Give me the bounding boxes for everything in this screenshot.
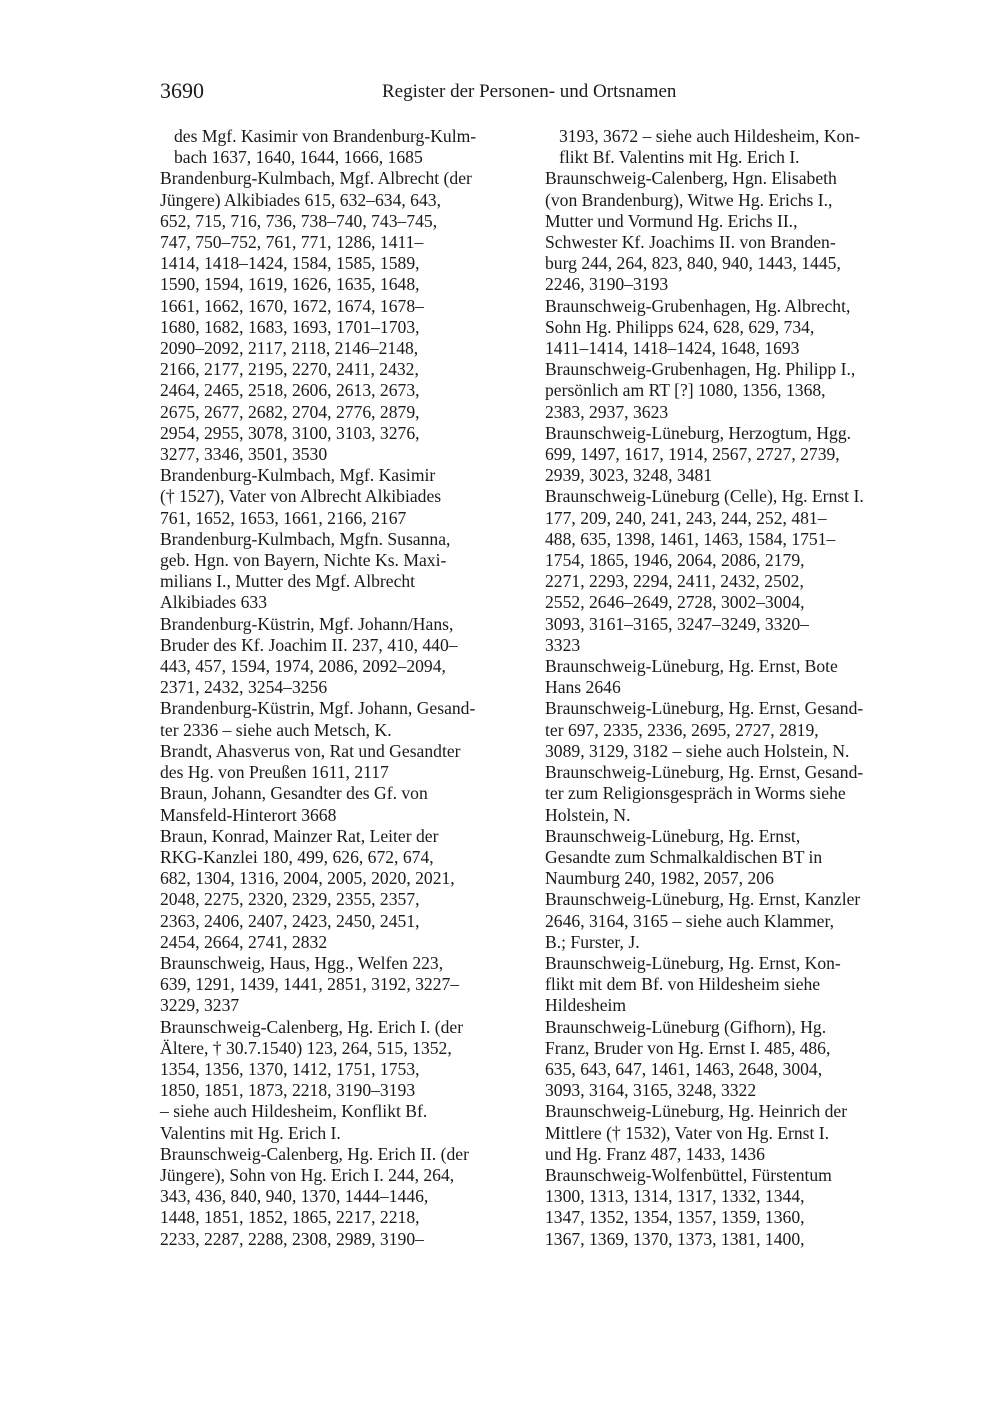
entry-line: Braunschweig-Grubenhagen, Hg. Albrecht,	[545, 295, 851, 316]
entry-line: 2675, 2677, 2682, 2704, 2776, 2879,	[160, 401, 420, 422]
index-column-left	[160, 126, 530, 1250]
index-entry	[160, 168, 530, 465]
entry-line: 1448, 1851, 1852, 1865, 2217, 2218,	[160, 1207, 420, 1228]
index-entry	[545, 168, 915, 295]
entry-line: 1590, 1594, 1619, 1626, 1635, 1648,	[160, 274, 420, 295]
entry-line: Brandenburg-Kulmbach, Mgf. Albrecht (der	[160, 168, 472, 189]
entry-line: Braunschweig-Calenberg, Hgn. Elisabeth	[545, 168, 837, 189]
entry-line: 1680, 1682, 1683, 1693, 1701–1703,	[160, 316, 420, 337]
entry-line: 3193, 3672 – siehe auch Hildesheim, Kon-	[559, 126, 860, 146]
entry-line: 747, 750–752, 761, 771, 1286, 1411–	[160, 232, 424, 253]
entry-line: Gesandte zum Schmalkaldischen BT in	[545, 846, 823, 867]
entry-line: Braunschweig-Lüneburg, Herzogtum, Hgg.	[545, 422, 852, 443]
index-entry	[160, 1017, 530, 1144]
entry-line: 2363, 2406, 2407, 2423, 2450, 2451,	[160, 910, 420, 931]
index-entry	[160, 126, 530, 168]
entry-line: und Hg. Franz 487, 1433, 1436	[545, 1143, 765, 1164]
entry-line: 3277, 3346, 3501, 3530	[160, 444, 328, 465]
entry-line: († 1527), Vater von Albrecht Alkibiades	[160, 486, 442, 507]
entry-line: 1367, 1369, 1370, 1373, 1381, 1400,	[545, 1228, 805, 1249]
index-entry	[545, 423, 915, 487]
entry-line: Brandenburg-Küstrin, Mgf. Johann/Hans,	[160, 613, 454, 634]
index-entry	[545, 953, 915, 1017]
entry-line: 3093, 3161–3165, 3247–3249, 3320–	[545, 613, 809, 634]
entry-line: persönlich am RT [?] 1080, 1356, 1368,	[545, 380, 826, 401]
entry-line: Braunschweig-Lüneburg, Hg. Ernst, Kanzler	[545, 889, 861, 910]
entry-line: des Hg. von Preußen 1611, 2117	[160, 762, 389, 783]
index-entry	[160, 698, 530, 740]
entry-line: Hildesheim	[545, 995, 627, 1016]
entry-line: Valentins mit Hg. Erich I.	[160, 1122, 341, 1143]
entry-line: 1354, 1356, 1370, 1412, 1751, 1753,	[160, 1058, 420, 1079]
entry-line: 1411–1414, 1418–1424, 1648, 1693	[545, 338, 800, 359]
entry-line: burg 244, 264, 823, 840, 940, 1443, 1445,	[545, 253, 841, 274]
entry-line: 2371, 2432, 3254–3256	[160, 677, 328, 698]
entry-line: Braun, Johann, Gesandter des Gf. von	[160, 783, 428, 804]
entry-line: 2048, 2275, 2320, 2329, 2355, 2357,	[160, 889, 420, 910]
entry-line: 177, 209, 240, 241, 243, 244, 252, 481–	[545, 507, 827, 528]
entry-line: Braunschweig-Calenberg, Hg. Erich II. (der	[160, 1143, 469, 1164]
index-entry	[545, 359, 915, 423]
index-entry	[545, 126, 915, 168]
entry-line: ter zum Religionsgespräch in Worms siehe	[545, 783, 846, 804]
entry-line: Braun, Konrad, Mainzer Rat, Leiter der	[160, 825, 439, 846]
entry-line: 2939, 3023, 3248, 3481	[545, 465, 713, 486]
entry-line: Sohn Hg. Philipps 624, 628, 629, 734,	[545, 316, 815, 337]
entry-line: Braunschweig-Grubenhagen, Hg. Philipp I.,	[545, 359, 856, 380]
entry-line: 2090–2092, 2117, 2118, 2146–2148,	[160, 338, 419, 359]
entry-line: Bruder des Kf. Joachim II. 237, 410, 440–	[160, 634, 458, 655]
entry-line: 2954, 2955, 3078, 3100, 3103, 3276,	[160, 422, 420, 443]
index-entry	[545, 1017, 915, 1102]
index-entry	[545, 826, 915, 890]
entry-line: Braunschweig-Lüneburg (Gifhorn), Hg.	[545, 1016, 827, 1037]
entry-line: Braunschweig-Lüneburg, Hg. Ernst,	[545, 825, 801, 846]
entry-line: Braunschweig-Lüneburg, Hg. Ernst, Gesand-	[545, 762, 864, 783]
index-entry	[545, 762, 915, 826]
entry-line: Naumburg 240, 1982, 2057, 206	[545, 868, 774, 889]
entry-line: ter 697, 2335, 2336, 2695, 2727, 2819,	[545, 719, 819, 740]
entry-line: Braunschweig-Calenberg, Hg. Erich I. (der	[160, 1016, 464, 1037]
entry-line: 1300, 1313, 1314, 1317, 1332, 1344,	[545, 1186, 805, 1207]
index-entry	[545, 1165, 915, 1250]
entry-line: B.; Furster, J.	[545, 931, 640, 952]
entry-line: Braunschweig-Wolfenbüttel, Fürstentum	[545, 1164, 832, 1185]
entry-line: 635, 643, 647, 1461, 1463, 2648, 3004,	[545, 1058, 823, 1079]
entry-line: 682, 1304, 1316, 2004, 2005, 2020, 2021,	[160, 868, 455, 889]
index-entry	[545, 1101, 915, 1165]
index-entry	[545, 656, 915, 698]
entry-line: 1754, 1865, 1946, 2064, 2086, 2179,	[545, 550, 805, 571]
entry-line: Braunschweig-Lüneburg, Hg. Heinrich der	[545, 1101, 848, 1122]
entry-line: 2464, 2465, 2518, 2606, 2613, 2673,	[160, 380, 420, 401]
running-title: Register der Personen- und Ortsnamen	[382, 81, 677, 102]
entry-line: Brandenburg-Kulmbach, Mgf. Kasimir	[160, 465, 436, 486]
entry-line: 2552, 2646–2649, 2728, 3002–3004,	[545, 592, 805, 613]
index-entry	[545, 296, 915, 360]
entry-line: Jüngere), Sohn von Hg. Erich I. 244, 264,	[160, 1164, 455, 1185]
entry-line: flikt Bf. Valentins mit Hg. Erich I.	[559, 147, 800, 168]
index-entry	[545, 486, 915, 656]
entry-line: (von Brandenburg), Witwe Hg. Erichs I.,	[545, 189, 833, 210]
entry-line: 343, 436, 840, 940, 1370, 1444–1446,	[160, 1186, 429, 1207]
entry-line: Brandenburg-Kulmbach, Mgfn. Susanna,	[160, 528, 451, 549]
entry-line: – siehe auch Hildesheim, Konflikt Bf.	[160, 1101, 428, 1122]
index-entry	[160, 783, 530, 825]
entry-line: Hans 2646	[545, 677, 621, 698]
entry-line: Schwester Kf. Joachims II. von Branden-	[545, 232, 836, 253]
entry-line: Jüngere) Alkibiades 615, 632–634, 643,	[160, 189, 441, 210]
entry-line: Franz, Bruder von Hg. Ernst I. 485, 486,	[545, 1037, 831, 1058]
entry-line: Braunschweig-Lüneburg, Hg. Ernst, Kon-	[545, 952, 841, 973]
page-header	[160, 78, 908, 110]
entry-line: 1414, 1418–1424, 1584, 1585, 1589,	[160, 253, 420, 274]
entry-line: 639, 1291, 1439, 1441, 2851, 3192, 3227–	[160, 974, 460, 995]
entry-line: RKG-Kanzlei 180, 499, 626, 672, 674,	[160, 846, 434, 867]
entry-line: Mansfeld-Hinterort 3668	[160, 804, 337, 825]
entry-line: 1661, 1662, 1670, 1672, 1674, 1678–	[160, 295, 424, 316]
entry-line: Mutter und Vormund Hg. Erichs II.,	[545, 210, 798, 231]
entry-line: Brandenburg-Küstrin, Mgf. Johann, Gesand-	[160, 698, 476, 719]
entry-line: Brandt, Ahasverus von, Rat und Gesandter	[160, 740, 461, 761]
index-entry	[160, 1144, 530, 1250]
entry-line: Braunschweig-Lüneburg (Celle), Hg. Ernst I.	[545, 486, 864, 507]
index-entry	[160, 741, 530, 783]
index-entry	[545, 698, 915, 762]
entry-line: 488, 635, 1398, 1461, 1463, 1584, 1751–	[545, 528, 836, 549]
entry-line: Braunschweig, Haus, Hgg., Welfen 223,	[160, 952, 444, 973]
page-number: 3690	[160, 78, 204, 103]
entry-line: flikt mit dem Bf. von Hildesheim siehe	[545, 974, 821, 995]
index-entry	[160, 953, 530, 1017]
entry-line: 2271, 2293, 2294, 2411, 2432, 2502,	[545, 571, 804, 592]
entry-line: Mittlere († 1532), Vater von Hg. Ernst I.	[545, 1122, 830, 1143]
entry-line: 2646, 3164, 3165 – siehe auch Klammer,	[545, 910, 835, 931]
entry-line: Alkibiades 633	[160, 592, 268, 613]
entry-line: ter 2336 – siehe auch Metsch, K.	[160, 719, 392, 740]
index-entry	[160, 465, 530, 529]
entry-line: 1850, 1851, 1873, 2218, 3190–3193	[160, 1080, 416, 1101]
entry-line: 699, 1497, 1617, 1914, 2567, 2727, 2739,	[545, 444, 840, 465]
index-entry	[160, 614, 530, 699]
entry-line: milians I., Mutter des Mgf. Albrecht	[160, 571, 416, 592]
entry-line: 2454, 2664, 2741, 2832	[160, 931, 328, 952]
entry-line: Braunschweig-Lüneburg, Hg. Ernst, Bote	[545, 656, 838, 677]
index-entry	[545, 889, 915, 953]
entry-line: Holstein, N.	[545, 804, 631, 825]
entry-line: 3089, 3129, 3182 – siehe auch Holstein, N.	[545, 740, 850, 761]
entry-line: 3093, 3164, 3165, 3248, 3322	[545, 1080, 757, 1101]
index-entry	[160, 826, 530, 953]
entry-line: 2383, 2937, 3623	[545, 401, 669, 422]
index-column-right	[545, 126, 915, 1250]
entry-line: 3323	[545, 634, 581, 655]
entry-line: 2246, 3190–3193	[545, 274, 669, 295]
entry-line: Ältere, † 30.7.1540) 123, 264, 515, 1352,	[160, 1037, 452, 1058]
entry-line: geb. Hgn. von Bayern, Nichte Ks. Maxi-	[160, 550, 447, 571]
index-entry	[160, 529, 530, 614]
entry-line: Braunschweig-Lüneburg, Hg. Ernst, Gesand-	[545, 698, 864, 719]
entry-line: 3229, 3237	[160, 995, 240, 1016]
entry-line: 2233, 2287, 2288, 2308, 2989, 3190–	[160, 1228, 424, 1249]
entry-line: 761, 1652, 1653, 1661, 2166, 2167	[160, 507, 407, 528]
entry-line: 652, 715, 716, 736, 738–740, 743–745,	[160, 210, 438, 231]
entry-line: 1347, 1352, 1354, 1357, 1359, 1360,	[545, 1207, 805, 1228]
entry-line: des Mgf. Kasimir von Brandenburg-Kulm-	[174, 126, 477, 146]
entry-line: bach 1637, 1640, 1644, 1666, 1685	[174, 147, 423, 168]
entry-line: 443, 457, 1594, 1974, 2086, 2092–2094,	[160, 656, 446, 677]
entry-line: 2166, 2177, 2195, 2270, 2411, 2432,	[160, 359, 419, 380]
